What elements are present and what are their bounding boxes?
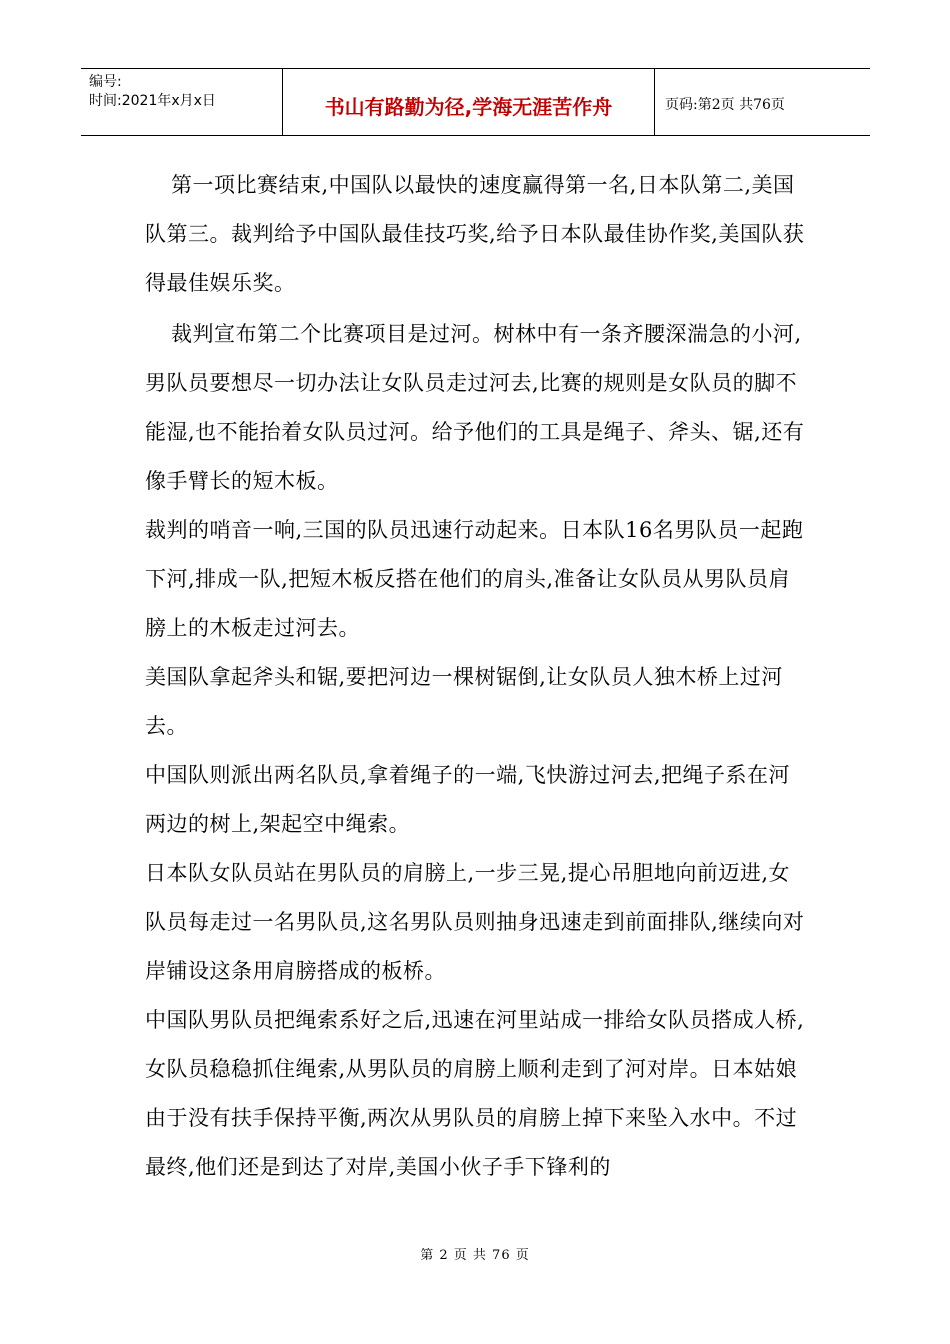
paragraph: 美国队拿起斧头和锯,要把河边一棵树锯倒,让女队员人独木桥上过河去。 bbox=[145, 665, 783, 738]
document-body bbox=[145, 161, 811, 1192]
paragraph: 中国队男队员把绳索系好之后,迅速在河里站成一排给女队员搭成人桥,女队员稳稳抓住绳索,从男队员的肩膀上顺利走到了河对岸。日本姑娘由于没有扶手保持平衡,两次从男队员的肩膀上掉下来坠入水中。不过最终,他们还是到达了对岸,美国小伙子手下锋利的 bbox=[145, 1008, 805, 1179]
paragraph: 裁判的哨音一响,三国的队员迅速行动起来。日本队16名男队员一起跑下河,排成一队,把短木板反搭在他们的肩头,准备让女队员从男队员肩膀上的木板走过河去。 bbox=[145, 518, 804, 640]
document-number-label: 编号: bbox=[89, 74, 122, 90]
paragraph: 第一项比赛结束,中国队以最快的速度赢得第一名,日本队第二,美国队第三。裁判给予中国队最佳技巧奖,给予日本队最佳协作奖,美国队获得最佳娱乐奖。 bbox=[145, 173, 805, 295]
header-meta bbox=[81, 69, 283, 135]
paragraph: 日本队女队员站在男队员的肩膀上,一步三晃,提心吊胆地向前迈进,女队员每走过一名男队员,这名男队员则抽身迅速走到前面排队,继续向对岸铺设这条用肩膀搭成的板桥。 bbox=[145, 861, 805, 983]
header-page-info: 页码:第2页 共76页 bbox=[665, 97, 785, 113]
page-header bbox=[81, 68, 870, 136]
header-motto: 书山有路勤为径,学海无涯苦作舟 bbox=[283, 69, 655, 135]
paragraph: 中国队则派出两名队员,拿着绳子的一端,飞快游过河去,把绳子系在河两边的树上,架起空中绳索。 bbox=[145, 763, 791, 836]
page-footer: 第 2 页 共 76 页 bbox=[420, 1248, 530, 1263]
paragraph: 裁判宣布第二个比赛项目是过河。树林中有一条齐腰深湍急的小河,男队员要想尽一切办法让女队员走过河去,比赛的规则是女队员的脚不能湿,也不能抬着女队员过河。给予他们的工具是绳子、斧头、锯,还有像手臂长的短木板。 bbox=[145, 322, 805, 493]
document-time-label: 时间:2021年x月x日 bbox=[89, 93, 216, 109]
